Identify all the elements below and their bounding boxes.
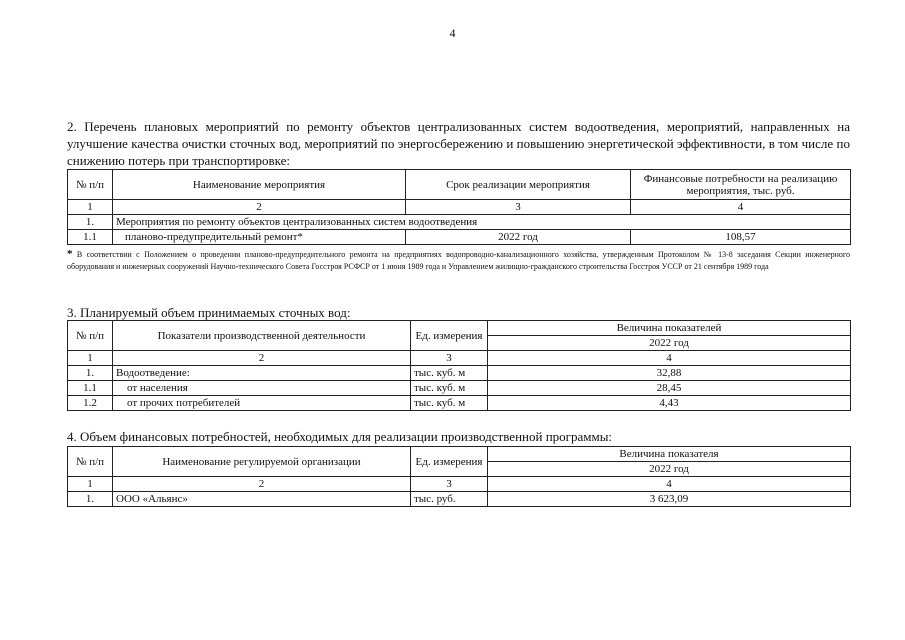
table-row <box>68 492 851 507</box>
group-row <box>68 215 851 230</box>
header-value: Величина показателя <box>488 447 851 462</box>
col-number: 2 <box>113 200 406 215</box>
col-number: 4 <box>488 477 851 492</box>
header-year: 2022 год <box>488 336 851 351</box>
row-value: 32,88 <box>488 366 851 381</box>
row-unit: тыс. куб. м <box>411 396 488 411</box>
header-num: № п/п <box>68 447 113 477</box>
group-num: 1. <box>68 215 113 230</box>
row-num: 1. <box>68 492 113 507</box>
table-row <box>68 381 851 396</box>
footnote-text: В соответствии с Положением о проведении планово-предупредительного ремонта на предприятиях водопроводно-канализационного хозяйства, утвержденным Протоколом № 13-8 заседания Секции инженерного оборудования и инженерных сооружений Научно-технического Совета Госстроя РСФСР от 1 июня 1989 года и Управлением жилищно-гражданского строительства Госстроя УССР от 21 сентября 1989 года <box>67 250 851 271</box>
col-number: 1 <box>68 477 113 492</box>
row-cost: 108,57 <box>631 230 851 245</box>
col-number: 2 <box>113 351 411 366</box>
row-num: 1. <box>68 366 113 381</box>
col-number: 4 <box>631 200 851 215</box>
footnote <box>67 248 850 273</box>
header-num: № п/п <box>68 321 113 351</box>
column-number-row <box>68 477 851 492</box>
table-row <box>68 230 851 245</box>
section-2-heading: 2. Перечень плановых мероприятий по ремонту объектов централизованных систем водоотведения, мероприятий, направленных на улучшение качества очистки сточных вод, мероприятий по энергосбережению и повышению энергетической эффективности, в том числе по снижению потерь при транспортировке: <box>67 119 850 168</box>
column-number-row <box>68 200 851 215</box>
col-number: 3 <box>411 477 488 492</box>
wastewater-volume-table <box>67 320 851 411</box>
financing-table <box>67 446 851 507</box>
row-organization: ООО «Альянс» <box>113 492 411 507</box>
row-indicator: от населения <box>113 381 411 396</box>
column-number-row <box>68 351 851 366</box>
row-num: 1.1 <box>68 230 113 245</box>
row-value: 28,45 <box>488 381 851 396</box>
col-number: 3 <box>411 351 488 366</box>
header-year: 2022 год <box>488 462 851 477</box>
header-financing: Финансовые потребности на реализацию мероприятия, тыс. руб. <box>631 170 851 200</box>
col-number: 4 <box>488 351 851 366</box>
row-unit: тыс. куб. м <box>411 381 488 396</box>
table-row <box>68 396 851 411</box>
header-organization: Наименование регулируемой организации <box>113 447 411 477</box>
measures-table <box>67 169 851 245</box>
row-indicator: от прочих потребителей <box>113 396 411 411</box>
row-term: 2022 год <box>406 230 631 245</box>
col-number: 2 <box>113 477 411 492</box>
section-4-heading: 4. Объем финансовых потребностей, необходимых для реализации производственной программы: <box>67 429 613 444</box>
header-indicator: Показатели производственной деятельности <box>113 321 411 351</box>
header-num: № п/п <box>68 170 113 200</box>
row-num: 1.2 <box>68 396 113 411</box>
row-unit: тыс. куб. м <box>411 366 488 381</box>
header-unit: Ед. измерения <box>411 447 488 477</box>
header-term: Срок реализации мероприятия <box>406 170 631 200</box>
row-indicator: Водоотведение: <box>113 366 411 381</box>
footnote-star: * <box>67 248 73 260</box>
row-unit: тыс. руб. <box>411 492 488 507</box>
table-header-row <box>68 170 851 200</box>
header-unit: Ед. измерения <box>411 321 488 351</box>
group-title: Мероприятия по ремонту объектов централизованных систем водоотведения <box>113 215 851 230</box>
col-number: 3 <box>406 200 631 215</box>
section-3-heading: 3. Планируемый объем принимаемых сточных вод: <box>67 305 351 320</box>
row-value: 4,43 <box>488 396 851 411</box>
col-number: 1 <box>68 200 113 215</box>
col-number: 1 <box>68 351 113 366</box>
table-row <box>68 366 851 381</box>
header-value: Величина показателей <box>488 321 851 336</box>
table-header-row <box>68 321 851 336</box>
row-num: 1.1 <box>68 381 113 396</box>
row-value: 3 623,09 <box>488 492 851 507</box>
row-measure-name: планово-предупредительный ремонт* <box>113 230 406 245</box>
table-header-row <box>68 447 851 462</box>
page-number: 4 <box>449 26 456 40</box>
header-measure-name: Наименование мероприятия <box>113 170 406 200</box>
